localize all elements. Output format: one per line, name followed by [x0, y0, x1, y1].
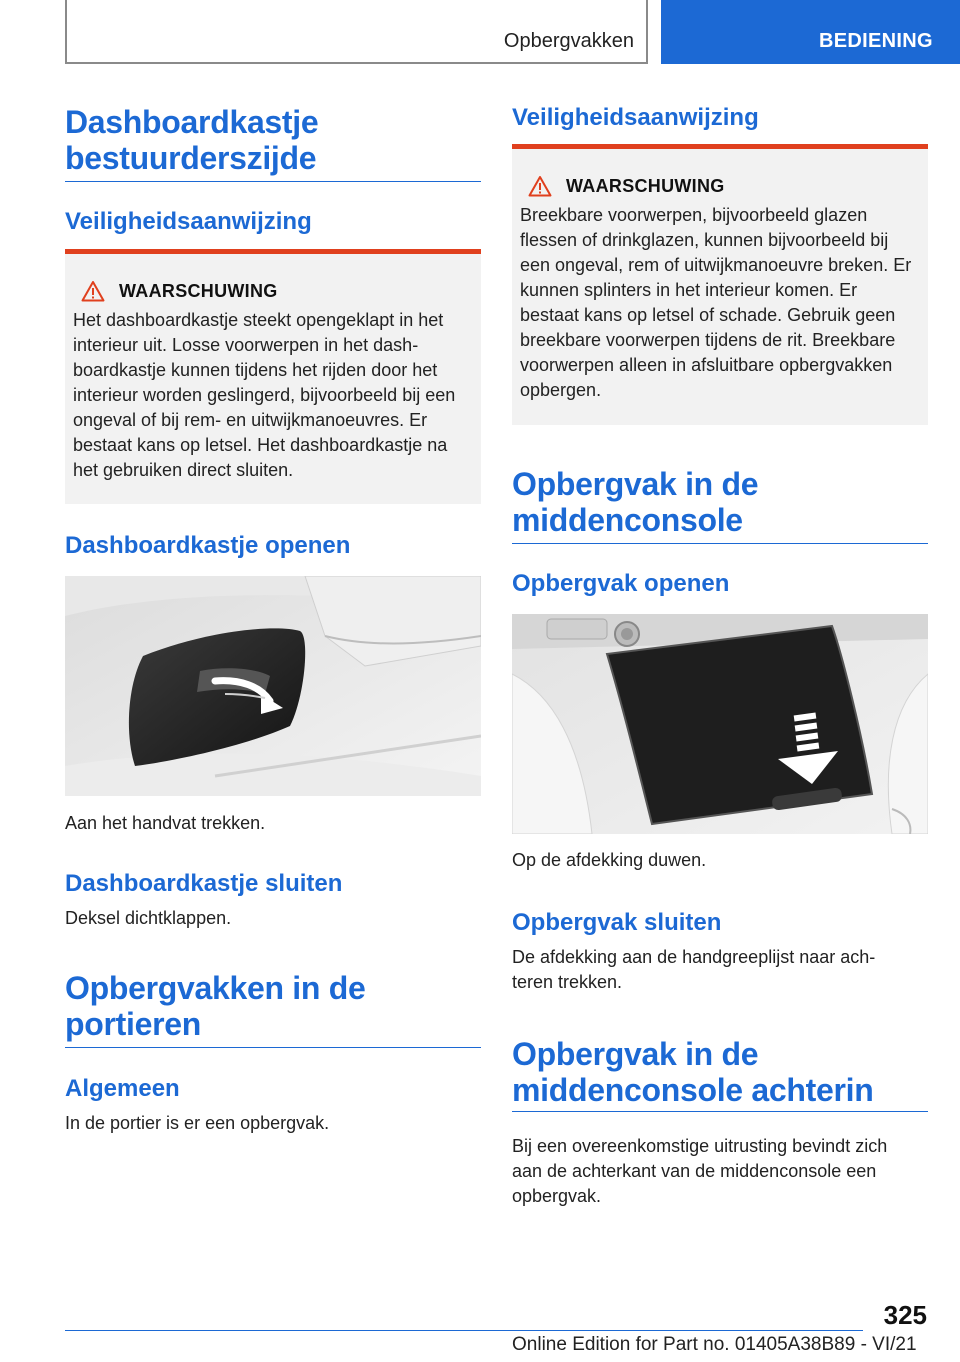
glovebox-illustration — [65, 576, 481, 796]
warning-triangle-icon — [81, 280, 105, 302]
console-image — [512, 614, 928, 834]
console-illustration — [512, 614, 928, 834]
safety-heading-right: Veiligheidsaanwijzing — [512, 104, 759, 131]
chapter-tab: BEDIENING — [661, 0, 960, 64]
footer-rule — [65, 1330, 863, 1331]
warning-label: WAARSCHUWING — [119, 280, 278, 301]
rear-title: Opbergvak in de middenconsole achterin — [512, 1036, 874, 1108]
console-close-heading: Opbergvak sluiten — [512, 909, 722, 936]
edition-text: Online Edition for Part no. 01405A38B89 - VI/21 — [512, 1334, 917, 1355]
console-close-text: De afdekking aan de handgreeplijst naar ach‐ teren trekken. — [512, 947, 876, 992]
console-open-caption: Op de afdekking duwen. — [512, 850, 707, 870]
open-caption: Aan het handvat trekken. — [65, 813, 266, 833]
doors-title: Opbergvakken in de portieren — [65, 970, 366, 1042]
general-text: In de portier is er een opbergvak. — [65, 1113, 330, 1133]
title-rule — [65, 181, 481, 182]
close-heading: Dashboardkastje sluiten — [65, 870, 343, 897]
open-heading: Dashboardkastje openen — [65, 532, 351, 559]
console-open-heading: Opbergvak openen — [512, 570, 730, 597]
warning-box — [65, 249, 481, 504]
warning-header-right — [520, 173, 920, 199]
warning-text-right: Breekbare voorwerpen, bijvoorbeeld glazen flessen of drinkglazen, kunnen bijvoorbeeld bij een ongeval, rem of uitwijkmanoeuvre breken. Er kunnen splinters in het interieur komen. Er bestaat kans op letsel of schade. Gebruik geen breekbare voorwerpen tijdens de rit. Breekbare voorwerpen alleen in afsluitbare opbergvakken opbergen. — [520, 205, 912, 400]
rear-rule — [512, 1111, 928, 1112]
warning-header — [73, 278, 473, 304]
close-text: Deksel dichtklappen. — [65, 908, 232, 928]
console-rule — [512, 543, 928, 544]
warning-text: Het dashboardkastje steekt opengeklapt in het interieur uit. Losse voorwerpen in het dash‐ boardkastje kunnen tijdens het rijden door het interieur worden geslingerd, bijvoorbeeld bij een ongeval of bij rem- en uitwijkmanoeuvres. Er bestaat kans op letsel. Het dashboardkastje na het gebruiken direct sluiten. — [73, 310, 456, 480]
doors-rule — [65, 1047, 481, 1048]
page-number: 325 — [883, 1300, 927, 1330]
section-title: Opbergvakken — [503, 30, 634, 52]
safety-heading: Veiligheidsaanwijzing — [65, 208, 312, 235]
warning-label-right: WAARSCHUWING — [566, 175, 725, 196]
warning-triangle-icon — [528, 175, 552, 197]
general-heading: Algemeen — [65, 1075, 180, 1102]
dashboard-title: Dashboardkastje bestuurderszijde — [65, 104, 319, 176]
glovebox-image — [65, 576, 481, 796]
console-title: Opbergvak in de middenconsole — [512, 466, 759, 538]
warning-box-right — [512, 144, 928, 425]
rear-text: Bij een overeenkomstige uitrusting bevindt zich aan de achterkant van de middenconsole een opbergvak. — [512, 1136, 888, 1206]
